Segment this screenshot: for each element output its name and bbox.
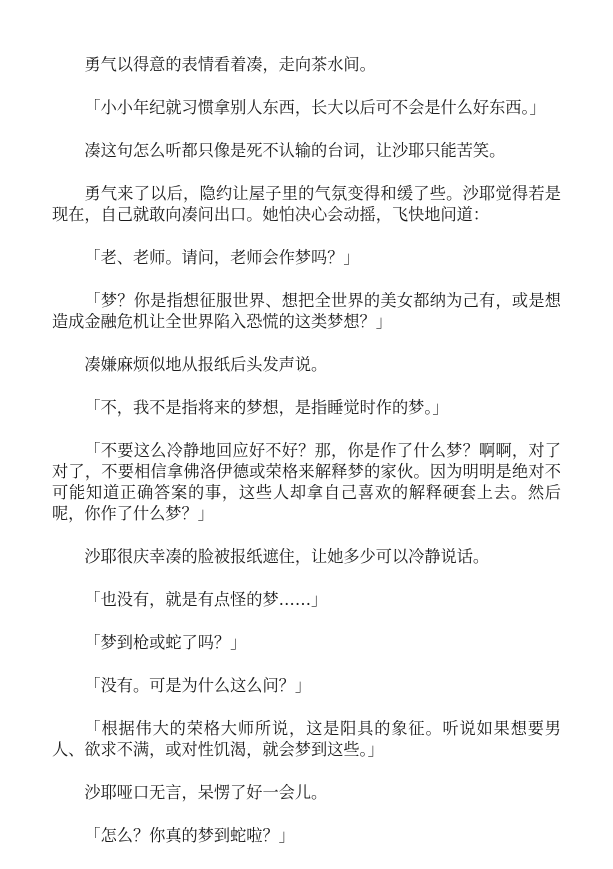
paragraph: 「怎么？你真的梦到蛇啦？」 bbox=[84, 826, 295, 845]
paragraph: 「不要这么冷静地回应好不好？那，你是作了什么梦？啊啊，对了对了，不要相信拿佛洛伊德或荣格来解释梦的家伙。因为明明是绝对不可能知道正确答案的事，这些人却拿自己喜欢的解释硬套上去。然后呢，你作了什么梦？」 bbox=[52, 441, 561, 523]
paragraph: 「梦？你是指想征服世界、想把全世界的美女都纳为己有，或是想造成金融危机让全世界陷入恐慌的这类梦想？」 bbox=[52, 291, 561, 331]
paragraph: 「也没有，就是有点怪的梦……」 bbox=[84, 590, 328, 609]
paragraph: 沙耶哑口无言，呆愣了好一会儿。 bbox=[84, 783, 328, 802]
paragraph: 「没有。可是为什么这么问？」 bbox=[84, 676, 312, 695]
paragraph: 「老、老师。请问，老师会作梦吗？」 bbox=[84, 248, 360, 267]
page-body bbox=[52, 54, 561, 868]
paragraph: 沙耶很庆幸凑的脸被报纸遮住，让她多少可以冷静说话。 bbox=[84, 547, 490, 566]
paragraph: 凑嫌麻烦似地从报纸后头发声说。 bbox=[84, 355, 328, 374]
paragraph: 勇气以得意的表情看着凑，走向茶水间。 bbox=[84, 55, 376, 74]
paragraph: 「小小年纪就习惯拿别人东西，长大以后可不会是什么好东西。」 bbox=[84, 98, 546, 117]
paragraph: 「梦到枪或蛇了吗？」 bbox=[84, 633, 247, 652]
paragraph: 勇气来了以后，隐约让屋子里的气氛变得和缓了些。沙耶觉得若是现在，自己就敢向凑问出口。她怕决心会动摇，飞快地问道： bbox=[52, 184, 561, 224]
paragraph: 凑这句怎么听都只像是死不认输的台词，让沙耶只能苦笑。 bbox=[84, 141, 506, 160]
paragraph: 「不，我不是指将来的梦想，是指睡觉时作的梦。」 bbox=[84, 398, 449, 417]
paragraph: 「根据伟大的荣格大师所说，这是阳具的象征。听说如果想要男人、欲求不满，或对性饥渴，就会梦到这些。」 bbox=[52, 719, 561, 759]
